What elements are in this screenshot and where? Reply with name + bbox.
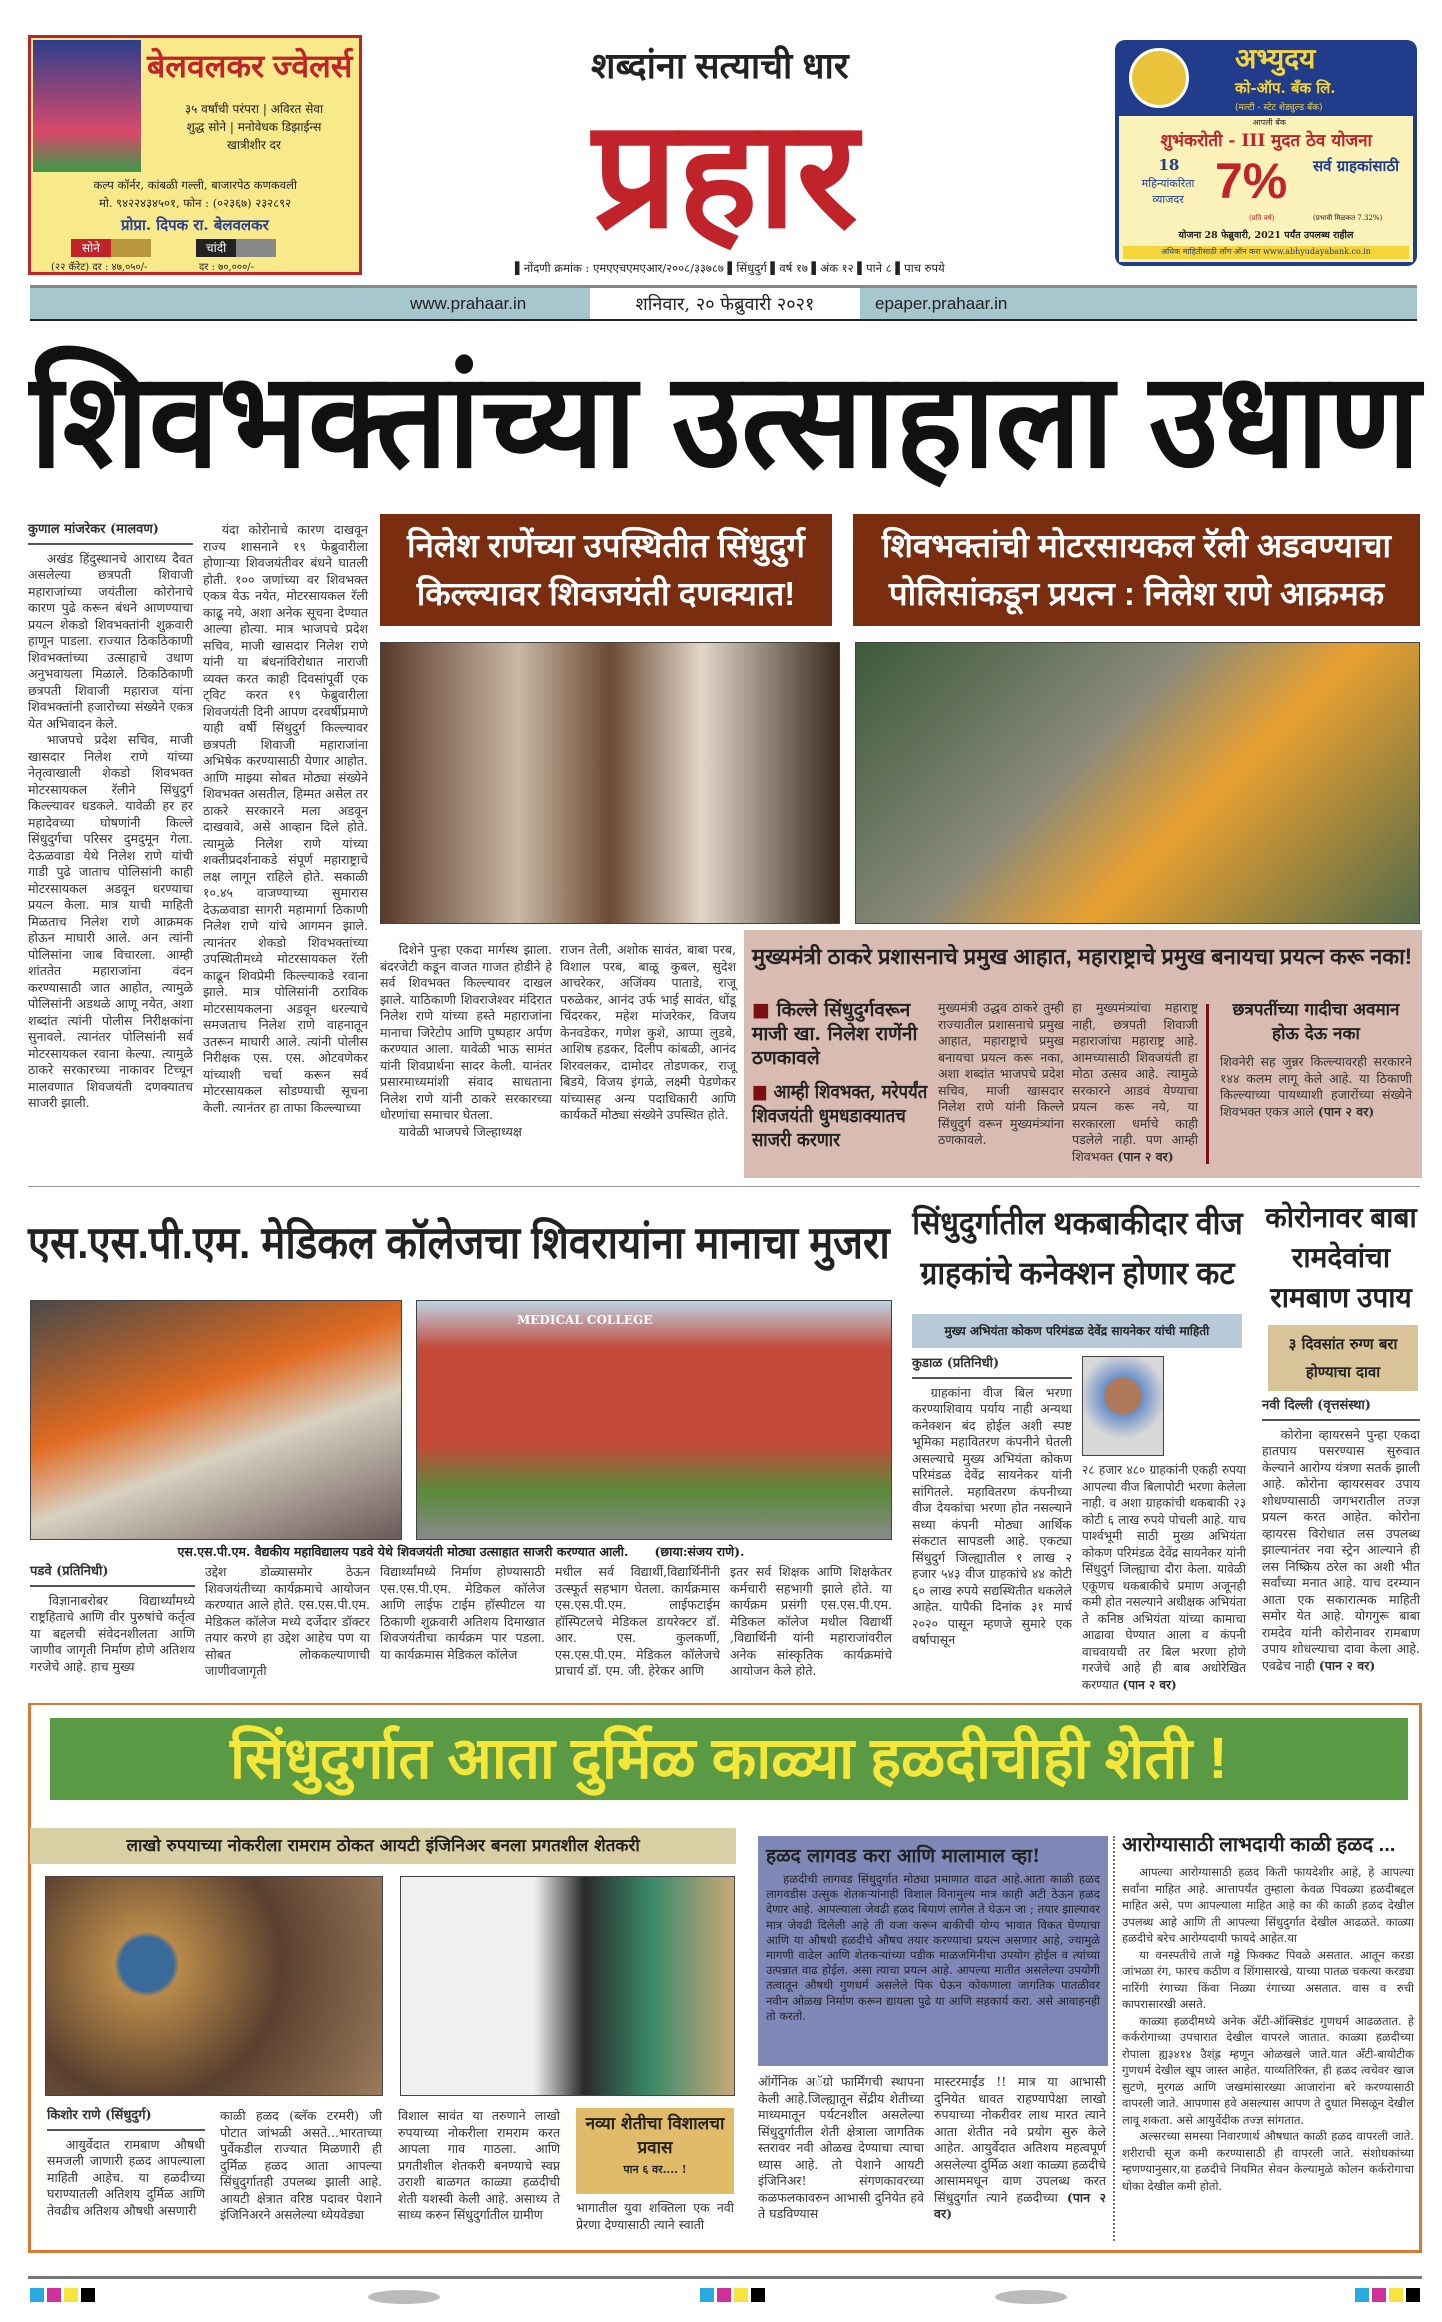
- ad-features: ३५ वर्षांची परंपरा | अविरत सेवा शुद्ध सोने | मनोवेधक डिझाईन्स खात्रीशीर दर: [184, 102, 324, 152]
- power-byline: कुडाळ (प्रतिनिधी): [912, 1356, 1072, 1379]
- footer-rule: [28, 2276, 1422, 2279]
- ad-belvalkar-jewellers: [28, 35, 362, 275]
- ad-proprietor: [39, 215, 351, 237]
- medical-col-3: [380, 1564, 545, 1696]
- effective-yield: [1313, 214, 1409, 225]
- continued-label: (पान २ वर): [1318, 1657, 1376, 1673]
- turmeric-banner-text: सिंधुदुर्गात आता दुर्मिळ काळ्या हळदीचीही शेती !: [230, 1726, 1228, 1791]
- ad-phone: [39, 196, 351, 213]
- photo-devendra-sayanekar: [1082, 1356, 1164, 1456]
- continued-label: (पान २ वर): [1122, 1676, 1177, 1692]
- all-customers: [1313, 156, 1409, 212]
- divider: [28, 1186, 1420, 1187]
- scheme-name-text: शुभंकरोती - III मुदत ठेव योजना: [1160, 131, 1372, 151]
- gold-label: [71, 239, 111, 257]
- paragraph: आयुर्वेदात रामबाण औषधी समजली जाणारी हळद आपल्याला माहिती आहेच. या हळदीच्या घराण्यातली अतिशय दुर्मिळ आणि तेवढीच अतिशय औषधी असणारी: [47, 2136, 205, 2218]
- lead-byline: कुणाल मांजरेकर (मालवण): [28, 522, 193, 545]
- paragraph: भाजपचे प्रदेश सचिव, माजी खासदार निलेश राणे यांच्या नेतृत्वाखाली शेकडो शिवभक्त मोटरसायकल रॅलीने सिंधुदुर्ग किल्ल्यावर धडकले. यावेळी हर हर महादेवच्या घोषणांनी किल्ले सिंधुदुर्गचा परिसर दुमदुमून गेला. देऊळवाडा येथे निलेश राणे यांची गाडी पुढे जाताच पोलिसांनी काही मोटरसायकल अडवून धरण्याचा प्रयत्न केला. मात्र याची माहिती मिळताच निलेश राणे आक्रमक होऊन माघारी आले. अन त्यांनी पोलिसांना जाब विचारला. आम्ही शांततेत महाराजांना वंदन करण्यासाठी जात आहोत, त्यामुळे पोलिसांनी अडथळे आणू नयेत, अशा शब्दांत त्यांनी पोलीस निरीक्षकांना सुनावले. त्यानंतर पोलिसांनी सर्व मोटरसायकल रवाना केल्या. त्यामुळे ठाकरे सरकारच्या नाकावर टिच्चून मालवणात शिवजयंती दणक्यातच साजरी झाली.: [28, 732, 193, 1110]
- ad-feature: अविरत सेवा: [270, 102, 324, 116]
- subhead-box-2-text: [865, 522, 1408, 618]
- cm-side-title: [1218, 998, 1414, 1050]
- months-text: 18: [1158, 156, 1180, 174]
- bank-sub-text: को-ऑप. बँक लि.: [1235, 79, 1336, 97]
- bank-website: [1123, 246, 1409, 259]
- ad-address-text: कल्प कॉर्नर, कांबळी गल्ली, बाजारपेठ कणकवली: [93, 178, 297, 192]
- cm-col-1: [938, 1000, 1064, 1172]
- cm-side-text: [1220, 1054, 1412, 1172]
- color-marks-left: [30, 2288, 95, 2302]
- paragraph: आपल्या आरोग्यासाठी हळद किती फायदेशीर आहे, हे आपल्या सर्वांना माहित आहे. आत्तापर्यंत तुम्हाला केवळ पिवळ्या हळदीबद्दल माहित असे, पण आपल्याला माहित आहे का की काळी हळद देखील उपलब्ध आहे आणि ती आपल्या सिंधुदुर्गात देखील आढळते. काळ्या हळदीचे बरेच आरोग्यदायी फायदे आहेत.या: [1122, 1865, 1414, 1945]
- photo-vishal-sawant: [400, 1876, 735, 2096]
- bank-name-text: अभ्युदय: [1235, 43, 1316, 74]
- paragraph: भागातील युवा शक्तिला एक नवी प्रेरणा देण्यासाठी त्याने स्वाती: [576, 2200, 734, 2232]
- bank-tag: [1235, 100, 1405, 114]
- bank-tag-text: (मल्टी - स्टेट शेड्युल्ड बँक): [1235, 103, 1323, 113]
- scheme-validity-text: योजना 28 फेब्रुवारी, 2021 पर्यंत उपलब्ध राहील: [1178, 230, 1354, 241]
- callout-content: [580, 2112, 730, 2190]
- medical-caption-text: एस.एस.पी.एम. वैद्यकीय महाविद्यालय पडवे येथे शिवजयंती मोठ्या उत्साहात साजरी करण्यात आली.: [177, 1544, 629, 1559]
- photo-rally: [855, 642, 1420, 924]
- medical-col-1: [30, 1564, 195, 1696]
- power-headline: [910, 1198, 1245, 1308]
- registration-info: [430, 261, 1030, 279]
- corona-headline-text: कोरोनावर बाबा रामदेवांचा रामबाण उपाय: [1265, 1202, 1417, 1313]
- masthead-title-text: प्रहार: [592, 90, 858, 258]
- cm-point-1-text: किल्ले सिंधुदुर्गवरून माजी खा. निलेश राणेंनी ठणकावले: [752, 999, 918, 1069]
- tagline: [540, 44, 900, 90]
- lead-col-2: [203, 522, 368, 1174]
- color-marks-right: [1355, 2288, 1420, 2302]
- paragraph: ऑर्गेनिक अॅग्रो फार्मिंगची स्थापना केली आहे.जिल्ह्यातून सेंद्रीय शेतीच्या माध्यमातून पर्यटनशील असलेल्या सिंधुदुर्गातील शेती क्षेत्राला जागतिक स्तरावर नवी ओळख देण्याचा त्याचा ध्यास आहे. तो पेशाने आयटी इंजिनिअर! संगणकावरच्या कळफलकावरुन आभासी दुनियेत हवे ते घडविण्यास: [758, 2074, 924, 2221]
- paragraph: मास्टरमाईंड !! मात्र या आभासी दुनियेत धावत राहण्यापेक्षा लाखो रुपयाच्या नोकरीवर लाथ मारत त्याने आता शेतीत नवे प्रयोग सुरु केले आहेत. आयुर्वेदात अतिशय महत्वपूर्ण असलेल्या दुर्मिळ अशा काळ्या हळदीचे आसाममधून वाण उपलब्ध करत सिंधुदुर्गात त्याने हळदीच्या: [934, 2074, 1106, 2205]
- subhead-box-1-text: [392, 522, 820, 618]
- website-link[interactable]: www.prahaar.in: [410, 294, 527, 313]
- rate-note: [1249, 214, 1307, 225]
- corona-byline: नवी दिल्ली (वृत्तसंस्था): [1262, 1398, 1420, 1421]
- lead-headline: [30, 338, 1420, 503]
- effective-yield-text: (प्रभावी मिळकत 7.32%): [1313, 214, 1383, 222]
- paragraph: राजन तेली, अशोक सावंत, बाबा परब, विशाल परब, बाळू कुबल, सुदेश आचरेकर, अजिंक्य पाताडे, राजू परुळेकर, आनंद उर्फ भाई सावंत, धोंडू चिंदरकर, महेश मांजरेकर, विजय केनवडेकर, गणेश कुशे, आप्पा लुडबे, आशिष हडकर, दिलीप कांबळी, आनंद शिरवलकर, दामोदर तोडणकर, राजू बिडये, विजय इंगळे, लक्ष्मी पेडणेकर यांच्यासह अन्य पदाधिकारी आणि कार्यकर्ते मोठ्या संख्येने उपस्थित होते.: [560, 942, 736, 1122]
- callout-title: नव्या शेतीचा विशालचा प्रवास: [585, 2114, 725, 2158]
- cm-box: [744, 930, 1422, 1178]
- health-text: [1122, 1864, 1414, 2246]
- cm-col-2-text: हा मुख्यमंत्र्यांचा महाराष्ट्र नाही, छत्रपती शिवाजी महाराजांचा महाराष्ट्र आहे. आमच्यासाठी शिवजयंती हा मोठा उत्सव आहे. त्यामुळे सरकारने आडवं येण्याचा प्रयत्न करू नये, या सरकारला धर्माचे काही पडलेले नाही. पण आम्ही शिवभक्त: [1072, 1000, 1198, 1164]
- months: [1149, 156, 1189, 176]
- gold-label-text: सोने: [82, 241, 100, 255]
- paragraph: काळी हळद (ब्लॅक टरमरी) जी पोटात जांभळी असते...भारताच्या पुर्वेकडील राज्यात मिळणारी ही दुर्मिळ हळद आता आपल्या सिंधुदुर्गातही उपलब्ध झाली आहे. आयटी क्षेत्रात वरिष्ठ पदावर पेशाने इंजिनिअरने असलेल्या ध्येयवेड्या: [220, 2108, 382, 2222]
- paragraph: उद्देश डोळ्यासमोर ठेऊन शिवजयंतीच्या कार्यक्रमाचे आयोजन करण्यात आले होते. एस.एस.पी.एम. मेडिकल कॉलेज मध्ये दर्जेदार डॉक्टर तयार करणे हा उद्देश आहेच पण या सोबत लोककल्याणाची जाणीवजागृती: [205, 1564, 370, 1678]
- medical-col-2: [205, 1564, 370, 1696]
- cm-col-1-text: मुख्यमंत्री उद्धव ठाकरे तुम्ही राज्यातील प्रशासनाचे प्रमुख आहात, महाराष्ट्राचे प्रमुख बनायचा प्रयत्न करू नका, अशा शब्दांत भाजपचे प्रदेश सचिव, माजी खासदार निलेश राणे यांनी किल्ले सिंधुदुर्ग वरून मुख्यमंत्र्यांना ठणकावले.: [938, 1000, 1064, 1147]
- ad-feature: ३५ वर्षांची परंपरा: [184, 102, 260, 116]
- paragraph: ग्राहकांना वीज बिल भरणा करण्याशिवाय पर्याय नाही अन्यथा कनेक्शन बंद होईल अशी स्पष्ट भूमिका महावितरण कंपनीने घेतली असल्याचे मुख्य अभियंता कोकण परिमंडळ देवेंद्र सायनेकर यांनी सांगितले. महावितरण कंपनीच्या वीज देयकांचा भरणा होत नसल्याने सध्या कंपनी मोठ्या आर्थिक संकटात सापडली आहे. एकट्या सिंधुदुर्ग जिल्ह्यातील १ लाख २ हजार ५४३ वीज ग्राहकांचे ४४ कोटी ६० लाख रुपये सद्यस्थितीत थकलेले आहेत. यापैकी दिनांक ३१ मार्च २०२० पासून म्हणजे सुमारे एक वर्षापासून: [912, 1384, 1072, 1647]
- power-subhead-text: मुख्य अभियंता कोकण परिमंडळ देवेंद्र सायनेकर यांची माहिती: [944, 1324, 1210, 1338]
- continued-label: (पान २ वर): [1117, 1148, 1174, 1164]
- turmeric-col-5: [758, 2074, 924, 2248]
- ad-feature: खात्रीशीर दर: [227, 138, 281, 152]
- corona-subhead-text: ३ दिवसांत रुग्ण बरा होण्याचा दावा: [1288, 1335, 1398, 1381]
- paragraph: विद्यार्थ्यांमध्ये निर्माण होण्यासाठी एस.एस.पी.एम. मेडिकल कॉलेज आणि लाईफ टाईम हॉस्पीटल या ठिकाणी शुक्रवारी अतिशय दिमाखात शिवजयंतीचा कार्यक्रम पार पडला. या कार्यक्रमास मेडिकल कॉलेज: [380, 1564, 545, 1662]
- cm-side-title-text: छत्रपतींच्या गादीचा अवमान होऊ देऊ नका: [1232, 1000, 1400, 1044]
- date-bar: [30, 285, 1417, 321]
- months-label-text: महिन्यांकरिता व्याजदर: [1141, 177, 1195, 206]
- reg-mark: [368, 2290, 440, 2304]
- lead-headline-text: शिवभक्तांच्या उत्साहाला उधाण: [30, 347, 1421, 494]
- silver-rate: [199, 259, 329, 273]
- silver-image: [236, 239, 276, 257]
- epaper-link[interactable]: epaper.prahaar.in: [875, 294, 1008, 313]
- paragraph: दिशेने पुन्हा एकदा मार्गस्थ झाला. बंदरजेटी कडून वाजत गाजत होडीने हे सर्व शिवभक्त किल्ल्यावर दाखल झाले. याठिकाणी शिवराजेश्वर मंदिरात निलेश राणे यांच्या हस्ते महाराजांना मानाचा जिरेटोप आणि पुष्पहार अर्पण करण्यात आला. यावेळी भाऊ सामंत यांनी शिवप्रार्थना सादर केली. यानंतर प्रसारमाध्यमांशी संवाद साधताना निलेश राणे यांनी ठाकरे सरकारच्या धोरणांचा समाचार घेतला.: [380, 942, 552, 1122]
- ad-brand-text: बेलवलकर ज्वेलर्स: [147, 48, 353, 84]
- gold-rate-text: (२२ कॅरेट) दर : ४७,०५०/-: [51, 262, 148, 273]
- cm-headline-text: मुख्यमंत्री ठाकरे प्रशासनाचे प्रमुख आहात, महाराष्ट्राचे प्रमुख बनायचा प्रयत्न करू नका!: [752, 944, 1413, 969]
- continued-label: (पान २ वर): [1317, 1103, 1375, 1119]
- cm-point-1: [752, 998, 930, 1074]
- dotted-divider: [1113, 1836, 1115, 2241]
- paragraph: विज्ञानाबरोबर विद्यार्थ्यांमध्ये राष्ट्रहिताचे आणि वीर पुरुषांचे कर्तृत्व या बद्दलची संवेदनशीलता आणि जाणीव जागृती निर्माण होणे अतिशय गरजेचे आहे. हाच मुख्य: [30, 1592, 195, 1674]
- power-headline-text: सिंधुदुर्गातील थकबाकीदार वीज ग्राहकांचे कनेक्शन होणार कट: [912, 1205, 1243, 1291]
- health-title-text: आरोग्यासाठी लाभदायी काळी हळद ...: [1122, 1834, 1396, 1856]
- turmeric-col-4: [576, 2200, 734, 2248]
- cm-side-text-body: शिवनेरी सह जुन्नर किल्ल्यावरही सरकारने १४४ कलम लागू केले आहे. या ठिकाणी किल्ल्याच्या पायथ्याशी हजारोंच्या संख्येने शिवभक्त एकत्र आले: [1220, 1054, 1412, 1119]
- photo-shivjayanti-celebration: [30, 1300, 402, 1540]
- bank-logo: [1129, 48, 1189, 108]
- gold-image: [111, 239, 151, 257]
- paragraph: यावेळी भाजपचे जिल्हाध्यक्ष: [398, 1123, 522, 1139]
- medical-caption: [30, 1543, 892, 1561]
- ad-abhyudaya-bank: [1115, 40, 1417, 266]
- continued-label: (पान २ वर): [934, 2189, 1106, 2221]
- lead-col-4: [560, 942, 736, 1176]
- gold-rate: [51, 259, 181, 273]
- color-marks-mid: [700, 2288, 765, 2302]
- ad-brand: [147, 44, 357, 88]
- callout-more: पान ६ वर.... !: [623, 2163, 687, 2176]
- ad-address: [39, 178, 351, 195]
- registration-info-text: ▌नोंदणी क्रमांक : एमएएचएमएआर/२००८/३३७८७ ▌सिंधुदुर्ग ▌वर्ष १७ ▌अंक १२ ▌पाने ८ ▌पाच रुपये: [515, 261, 945, 275]
- issue-date-text: शनिवार, २० फेब्रुवारी २०२१: [635, 294, 815, 315]
- power-col-1: [912, 1356, 1072, 1696]
- issue-date: [595, 292, 855, 316]
- turmeric-col-3: [398, 2108, 560, 2248]
- photo-medical-college: [416, 1300, 892, 1540]
- corona-text: [1262, 1398, 1420, 1696]
- ad-feature: शुद्ध सोने: [186, 120, 227, 134]
- silver-rate-text: दर : ७०,०००/-: [199, 262, 255, 273]
- goddess-image: [33, 40, 141, 172]
- medical-headline-text: एस.एस.पी.एम. मेडिकल कॉलेजचा शिवरायांना मानाचा मुजरा: [28, 1217, 890, 1268]
- bullet-icon: ■: [752, 999, 777, 1021]
- paragraph: इतर सर्व शिक्षक आणि शिक्षकेतर कर्मचारी सहभागी झाले होते. या कार्यक्रम प्रसंगी एस.एस.पी.एम. मेडिकल कॉलेज मधील विद्यार्थी ,विद्यार्थिनी यांनी महाराजांवरील अनेक सांस्कृतिक कार्यक्रमांचे आयोजन केले होते.: [730, 1564, 892, 1678]
- cm-point-2-text: आम्ही शिवभक्त, मरेपर्यंत शिवजयंती धुमधडाक्यातच साजरी करणार: [752, 1081, 928, 1151]
- college-sign: MEDICAL COLLEGE: [517, 1313, 653, 1327]
- turmeric-banner: [60, 1718, 1398, 1800]
- lead-col-3: [380, 942, 552, 1176]
- silver-label: [196, 239, 236, 257]
- blue-box-text: हळदीची लागवड सिंधुदुर्गात मोठ्या प्रमाणात वाढत आहे.आता काळी हळद लागवडीस उत्सुक शेतकऱ्यांनाही विशाल विनामुल्य मात्र काही अटी ठेऊन हळद देणार आहे. आपल्याला जेवढी हळद बियाणं लागेल ते घेऊन जा ; तयार झाल्यावर मात्र जेवढी दिलेली आहे ती वजा करून बाकीची योग्य भावात विकत घेण्याचा आणि या औषधी हळदीचे औषध तयार करण्याचा प्रयत्न असणार आहे, ज्यामुळे मागणी वाढेल आणि शेतकऱ्यांच्या पडीक माळजमिनीचा उपयोग होईल व त्यांच्या उत्पन्नात वाढ होईल. असा त्याचा प्रयत्न आहे. आपल्या मातीत असलेल्या उपयोगी तत्वातून औषधी गुणधर्म असलेले पिक घेऊन कोकणाला जागतिक पातळीवर नवीन ओळख निर्माण करून द्यायला पुढे या आणि सहकार्य करा. असे आवाहनही तो करतो.: [766, 1872, 1100, 2023]
- blue-box-title: हळद लागवड करा आणि मालामाल व्हा!: [766, 1845, 1041, 1867]
- cm-point-2: [752, 1080, 930, 1170]
- months-label: [1125, 176, 1211, 212]
- medical-col-5: [730, 1564, 892, 1696]
- power-subhead: [912, 1314, 1242, 1348]
- subhead-2: शिवभक्तांची मोटरसायकल रॅली अडवण्याचा पोलिसांकडून प्रयत्न : निलेश राणे आक्रमक: [881, 527, 1392, 612]
- our-bank-text: आपली बँक: [1252, 118, 1286, 127]
- subhead-1: निलेश राणेंच्या उपस्थितीत सिंधुदुर्ग किल्ल्यावर शिवजयंती दणक्यात!: [407, 527, 805, 612]
- interest-rate-text: 7%: [1215, 153, 1288, 209]
- lead-col-1: [28, 522, 193, 1174]
- turmeric-col-2: [220, 2108, 382, 2248]
- rate-note-text: (प्रति वर्ष): [1249, 214, 1275, 222]
- ad-phone-text: मो. ९४२२४३४५०१, फोन : (०२३६७) २३२८९२: [99, 196, 292, 210]
- health-title: [1122, 1830, 1417, 1860]
- bank-sub: [1235, 78, 1405, 100]
- our-bank: [1239, 117, 1299, 128]
- turmeric-col-1: [47, 2108, 205, 2248]
- turmeric-byline: किशोर राणे (सिंधुदुर्ग): [47, 2108, 205, 2131]
- paragraph: मधील सर्व विद्यार्थी,विद्यार्थिनींनी उत्स्फूर्त सहभाग घेतला. कार्यक्रमास एस.एस.पी.एम. लाईफटाईम हॉस्पिटलचे मेडिकल डायरेक्टर डॉ. आर. एस. कुलकर्णी, एस.एस.पी.एम. मेडिकल कॉलेजचे प्राचार्य डॉ. एम. जी. हेरेकर आणि: [555, 1564, 720, 1678]
- all-customers-text: सर्व ग्राहकांसाठी: [1313, 157, 1400, 175]
- ad-feature: मनोवेधक डिझाईन्स: [237, 120, 322, 134]
- medical-byline: पडवे (प्रतिनिधी): [30, 1564, 195, 1587]
- paragraph: यंदा कोरोनाचे कारण दाखवून राज्य शासनाने १९ फेब्रुवारीला होणाऱ्या शिवजयंतीवर बंधने घातली होती. १०० जणांच्या वर शिवभक्त एकत्र येऊ नयेत, मोटरसायकल रॅली काढू नये, अशा अनेक सूचना देण्यात आल्या होत्या. मात्र भाजपचे प्रदेश सचिव, माजी खासदार निलेश राणे यांनी या बंधनांविरोधात नाराजी व्यक्त करत काही दिवसांपूर्वी एक ट्विट करत १९ फेब्रुवारीला शिवजयंती दिनी आपण दरवर्षीप्रमाणे याही वर्षी सिंधुदुर्ग किल्ल्यावर छत्रपती शिवाजी महाराजांना अभिषेक करण्यासाठी येणार आहोत. आणि माझ्या सोबत मोठ्या संख्येने शिवभक्त असतील, हिम्मत असेल तर ठाकरे सरकारने मला अडवून दाखवावे, असे आव्हान दिले होते. त्यामुळे निलेश राणे यांच्या शक्तीप्रदर्शनाकडे संपूर्ण महाराष्ट्राचे लक्ष लागून राहिले होते. सकाळी १०.४५ वाजण्याच्या सुमारास देऊळवाडा सागरी महामार्गा ठिकाणी निलेश राणे यांचे आगमन झाले. त्यानंतर शेकडो शिवभक्तांच्या उपस्थितीमध्ये मोटरसायकल रॅली काढून शिवप्रेमी किल्ल्याकडे रवाना झाले. मात्र पोलिसांनी ठराविक मोटरसायकलना अडवून धरल्याचे समजताच निलेश राणे वाहनातून उतरून माघारी आले. त्यांनी पोलीस निरीक्षक एस. एस. ओटवणेकर यांच्याशी चर्चा करून सर्व मोटरसायकल सोडण्याची सूचना केली. त्यानंतर हा ताफा किल्ल्याच्या: [203, 522, 368, 1115]
- turmeric-col-6: [934, 2074, 1106, 2248]
- interest-rate: [1215, 150, 1307, 212]
- masthead-title: [470, 92, 980, 257]
- paragraph: कोरोना व्हायरसने पुन्हा एकदा हातपाय पसरण्यास सुरुवात केल्याने आरोग्य यंत्रणा सतर्क झाली आहे. कोरोना व्हायरसवर उपाय शोधण्यासाठी जगभरातील तज्ज्ञ प्रयत्न करत आहेत. कोरोना व्हायरस विरोधात लस उपलब्ध झाल्यानंतर नवा स्ट्रेन आल्याने ही लस निष्क्रिय ठरेल का अशी भीत सर्वांच्या मनात आहे. याच दरम्यान आता एक सकारात्मक माहिती समोर येत आहे. योगगुरू बाबा रामदेव यांनी कोरोनावर रामबाण उपाय शोधल्याचा दावा केला आहे. एवढेच नाही: [1262, 1426, 1420, 1673]
- bank-name: [1235, 40, 1405, 78]
- paragraph: २८ हजार ४८० ग्राहकांनी एकही रुपया आपल्या वीज बिलापोटी भरणा केलेला नाही. व अशा ग्राहकांची थकबाकी २३ कोटी ६ लाख रुपये पोचली आहे. याच पार्श्वभूमी साठी मुख्य अभियंता कोकण परिमंडळ देवेंद्र सायनेकर यांनी सिंधुदुर्ग जिल्ह्याचा दौरा केला. यावेळी एकूणच थकबाकीचे प्रमाण अजूनही कमी होत नसल्याने अधीक्षक अभियंता ते कनिष्ठ अभियंता यांच्या कामाचा आढावा घेण्यात आला व कंपनी वाचवायची तर बिल भरणा होणे गरजेचे आहे ही बाब अधोरेखित करण्यात: [1082, 1462, 1246, 1692]
- cm-divider: [1206, 1004, 1209, 1164]
- power-col-2-top: [1170, 1356, 1246, 1456]
- cm-headline: [752, 940, 1412, 974]
- scheme-validity: [1123, 228, 1409, 243]
- cm-col-2: [1072, 1000, 1198, 1172]
- turmeric-subhead-text: लाखो रुपयाच्या नोकरीला रामराम ठोकत आयटी इंजिनिअर बनला प्रगतशील शेतकरी: [126, 1836, 640, 1856]
- scheme-panel: [1119, 116, 1413, 262]
- paragraph: विशाल सावंत या तरुणाने लाखो रुपयाच्या नोकरीला रामराम करत आपला गाव गाठला. आणि प्रगतीशील शेतकरी बनण्याचे स्वप्न उराशी बाळगत काळ्या हळदीची शेती यशस्वी केली आहे. असाध्य ते साध्य करुन सिंधुदुर्गातील ग्रामीण: [398, 2108, 560, 2222]
- bullet-icon: ■: [752, 1081, 774, 1103]
- bank-website-text[interactable]: अधिक माहितीसाठी लॉग ऑन करा www.abhyudayabank.co.in: [1161, 247, 1371, 256]
- medical-headline: [28, 1205, 890, 1281]
- ad-proprietor-text: प्रोप्रा. दिपक रा. बेलवलकर: [121, 216, 269, 234]
- power-col-2: [1082, 1462, 1246, 1696]
- corona-headline: [1262, 1198, 1420, 1320]
- silver-label-text: चांदी: [206, 241, 227, 255]
- paragraph: काळ्या हळदीमध्ये अनेक अँटी-ऑक्सिडंट गुणधर्म आढळतात. हे कर्करोगाच्या उपचारात देखील वापरले जातात. काळ्या हळदीच्या रोपाला ह्य३४१४ उैश्ंह्र म्हणून ओळखले जाते.यात अँटी-बायोटीक गुणधर्म देखील खूप जास्त आहेत. याव्यतिरिक्त, ही हळद त्वचेवर खाज सुटणे, मुरगळ आणि जखमांसारख्या आजारांना बरे करण्यासाठी वापरली जाते. आपणास हवे असल्यास आपण ते दुधात मिसळून देखील लावू शकता. असे आयुर्वेदीक तज्ज्ञ सांगतात.: [1122, 2013, 1414, 2127]
- tagline-text: शब्दांना सत्याची धार: [591, 45, 849, 86]
- turmeric-subhead: [30, 1828, 736, 1864]
- paragraph: या वनस्पतीचे ताजे गड्डे फिक्कट पिवळे असतात. आतून करडा जांभळा रंग, फारच कठीण व शिंगासारखे, याच्या पातळ चकत्या करड्या नारिंगी रंगाच्या किंवा निळ्या रंगाच्या असतात. वास व रुची कापरासारखी असते.: [1122, 1947, 1414, 2011]
- paragraph: अल्सरच्या समस्या निवारणार्थ औषधात काळी हळद वापरली जाते. शरीराची सूज कमी करण्यासाठी ही वापरली जाते. संशोधकांच्या म्हणण्यानुसार,या हळदीचे नियमित सेवन केल्यामुळे कोलन कर्करोगाचा धोका देखील कमी होतो.: [1122, 2129, 1414, 2193]
- reg-mark: [995, 2290, 1067, 2304]
- corona-subhead: [1272, 1330, 1414, 1386]
- photo-rane-shivaji-statue: [380, 642, 840, 924]
- photo-black-turmeric: [45, 1876, 383, 2096]
- photo-credit: (छाया:संजय राणे).: [654, 1544, 745, 1559]
- medical-col-4: [555, 1564, 720, 1696]
- paragraph: अखंड हिंदुस्थानचे आराध्य दैवत असलेल्या छत्रपती शिवाजी महाराजांच्या जयंतीला कोरोनाचे कारण पुढे करून बंधने आणण्याचा प्रयत्न शेकडो शिवभक्तांनी शुक्रवारी हाणून पाडला. राज्यात ठिकठिकाणी शिवभक्तांच्या उत्साहाचे उधाण अनुभवायला मिळाले. ठिकठिकाणी छत्रपती शिवाजी महाराज यांना शिवभक्तांनी हजारोच्या संख्येने एकत्र येत अभिवादन केले.: [28, 550, 193, 731]
- blue-box-content: [766, 1842, 1100, 2060]
